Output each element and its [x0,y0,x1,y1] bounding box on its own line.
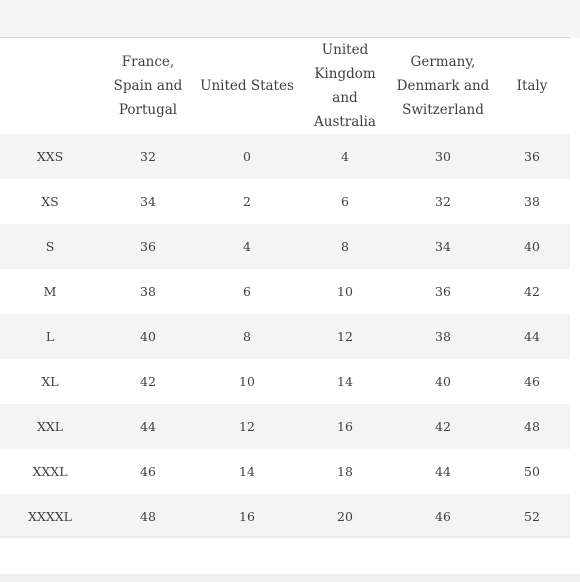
table-cell: 10 [298,269,392,314]
header-cell-italy: Italy [516,78,548,94]
table-cell: 6 [298,179,392,224]
header-cell-uk-australia: United Kingdom and Australia [314,42,376,130]
table-cell: 40 [100,314,196,359]
table-cell: 48 [100,494,196,539]
table-body [0,134,570,539]
table-cell: 46 [392,494,494,539]
table-cell: 8 [196,314,298,359]
size-label-cell: XXXL [0,449,100,494]
table-row [0,134,570,179]
size-label-cell: L [0,314,100,359]
table-cell: 4 [196,224,298,269]
table-cell: 46 [100,449,196,494]
bottom-background-strip [0,574,580,582]
table-cell: 12 [298,314,392,359]
header-cell-size [0,38,100,134]
header-cell-united-states: United States [200,78,294,94]
table-cell: 32 [392,179,494,224]
header-row [0,38,570,134]
table-row [0,404,570,449]
table-cell: 34 [100,179,196,224]
table-row [0,224,570,269]
table-cell: 10 [196,359,298,404]
size-label-cell: XXS [0,134,100,179]
table-row [0,449,570,494]
header-cell-germany-denmark-switzerland: Germany, Denmark and Switzerland [396,54,490,118]
table-cell: 20 [298,494,392,539]
table-cell: 2 [196,179,298,224]
size-label-cell: XS [0,179,100,224]
header-cell-france-spain-portugal: France, Spain and Portugal [113,54,183,118]
table-cell: 36 [494,134,570,179]
table-cell: 18 [298,449,392,494]
table-cell: 14 [196,449,298,494]
table-cell: 38 [494,179,570,224]
table-row [0,269,570,314]
size-label-cell: XXXXL [0,494,100,539]
table-cell: 38 [392,314,494,359]
table-cell: 32 [100,134,196,179]
table-cell: 16 [298,404,392,449]
table-cell: 44 [100,404,196,449]
size-label-cell: M [0,269,100,314]
table-row [0,494,570,539]
table-cell: 14 [298,359,392,404]
table-cell: 40 [392,359,494,404]
table-row [0,314,570,359]
table-cell: 52 [494,494,570,539]
table-header [0,38,570,134]
size-label-cell: XXL [0,404,100,449]
table-row [0,179,570,224]
table-cell: 34 [392,224,494,269]
table-row [0,359,570,404]
table-cell: 4 [298,134,392,179]
table-cell: 42 [100,359,196,404]
table-cell: 42 [392,404,494,449]
table-cell: 8 [298,224,392,269]
table-cell: 0 [196,134,298,179]
table-cell: 48 [494,404,570,449]
table-cell: 38 [100,269,196,314]
size-label-cell: XL [0,359,100,404]
bottom-divider [0,536,570,537]
size-label-cell: S [0,224,100,269]
table-cell: 44 [494,314,570,359]
size-conversion-table [0,38,570,539]
table-cell: 30 [392,134,494,179]
table-cell: 6 [196,269,298,314]
table-cell: 40 [494,224,570,269]
table-cell: 16 [196,494,298,539]
top-background-strip [0,0,580,38]
table-cell: 44 [392,449,494,494]
table-cell: 36 [392,269,494,314]
table-cell: 50 [494,449,570,494]
table-cell: 46 [494,359,570,404]
table-cell: 42 [494,269,570,314]
table-cell: 36 [100,224,196,269]
table-cell: 12 [196,404,298,449]
